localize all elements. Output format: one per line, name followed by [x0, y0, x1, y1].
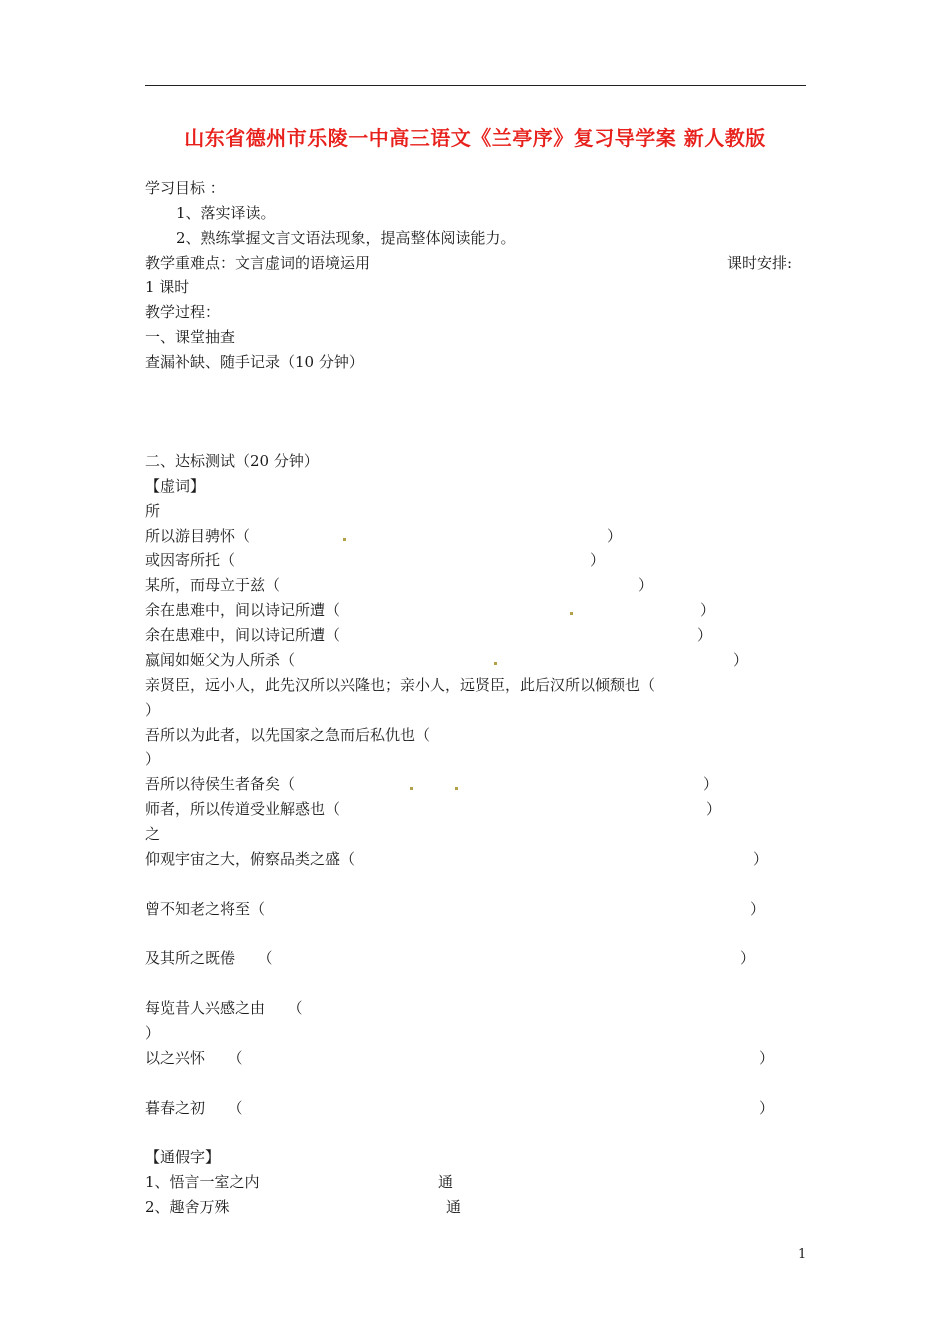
speck-mark — [410, 787, 413, 790]
suo-item: 所以游目骋怀（ — [145, 527, 251, 545]
close-paren: ） — [706, 800, 722, 818]
speck-mark — [570, 612, 573, 615]
process-heading: 教学过程： — [145, 303, 221, 321]
zhi-item: 仰观宇宙之大，俯察品类之盛（ — [145, 850, 356, 868]
zhi-item: 以之兴怀 （ — [145, 1049, 243, 1067]
objective-item-2: 2、熟练掌握文言文语法现象，提高整体阅读能力。 — [176, 229, 516, 247]
tong-label: 通 — [446, 1198, 462, 1216]
tong-label: 通 — [438, 1173, 454, 1191]
close-paren: ） — [638, 576, 654, 594]
zhi-item: 每览昔人兴感之由 （ — [145, 999, 303, 1017]
close-paren: ） — [733, 651, 749, 669]
close-paren: ） — [753, 850, 769, 868]
close-paren: ） — [759, 1099, 775, 1117]
schedule-value: 1 课时 — [145, 278, 190, 296]
speck-mark — [343, 538, 346, 541]
objective-item-1: 1、落实译读。 — [176, 204, 276, 222]
suo-item: 余在患难中，间以诗记所遭（ — [145, 626, 341, 644]
word-suo: 所 — [145, 502, 161, 520]
speck-mark — [455, 787, 458, 790]
close-paren: ） — [607, 527, 623, 545]
close-paren: ） — [700, 601, 716, 619]
close-paren: ） — [750, 900, 766, 918]
zhi-item: 曾不知老之将至（ — [145, 900, 266, 918]
suo-item: 嬴闻如姬父为人所杀（ — [145, 651, 296, 669]
zhi-item: 暮春之初 （ — [145, 1099, 243, 1117]
close-paren: ） — [740, 949, 756, 967]
suo-item: 吾所以待侯生者备矣（ — [145, 775, 296, 793]
suo-item: 某所，而母立于兹（ — [145, 576, 281, 594]
header-rule — [145, 85, 806, 86]
document-title: 山东省德州市乐陵一中高三语文《兰亭序》复习导学案 新人教版 — [184, 126, 766, 150]
suo-item: 吾所以为此者，以先国家之急而后私仇也（ — [145, 726, 431, 744]
suo-item: 亲贤臣，远小人，此先汉所以兴隆也；亲小人，远贤臣，此后汉所以倾颓也（ — [145, 676, 656, 694]
suo-item: 余在患难中，间以诗记所遭（ — [145, 601, 341, 619]
section1-desc: 查漏补缺、随手记录（10 分钟） — [145, 353, 364, 371]
speck-mark — [494, 662, 497, 665]
close-paren: ） — [759, 1049, 775, 1067]
tongjia-item: 1、悟言一室之内 — [145, 1173, 260, 1191]
word-zhi: 之 — [145, 825, 161, 843]
section1-heading: 一、课堂抽查 — [145, 328, 236, 346]
page-number: 1 — [798, 1247, 807, 1262]
close-paren: ） — [703, 775, 719, 793]
close-paren: ） — [697, 626, 713, 644]
key-points: 教学重难点：文言虚词的语境运用 — [145, 254, 371, 272]
close-paren: ） — [145, 701, 161, 719]
close-paren: ） — [590, 551, 606, 569]
close-paren: ） — [145, 750, 161, 768]
section2-heading: 二、达标测试（20 分钟） — [145, 452, 319, 470]
section2-sub: 【虚词】 — [145, 477, 206, 495]
suo-item: 师者，所以传道受业解惑也（ — [145, 800, 341, 818]
schedule-label: 课时安排: — [727, 254, 793, 272]
close-paren: ） — [145, 1024, 161, 1042]
objectives-heading: 学习目标 ： — [145, 179, 225, 197]
zhi-item: 及其所之既倦 （ — [145, 949, 273, 967]
tongjia-heading: 【通假字】 — [145, 1148, 221, 1166]
tongjia-item: 2、趣舍万殊 — [145, 1198, 230, 1216]
suo-item: 或因寄所托（ — [145, 551, 236, 569]
